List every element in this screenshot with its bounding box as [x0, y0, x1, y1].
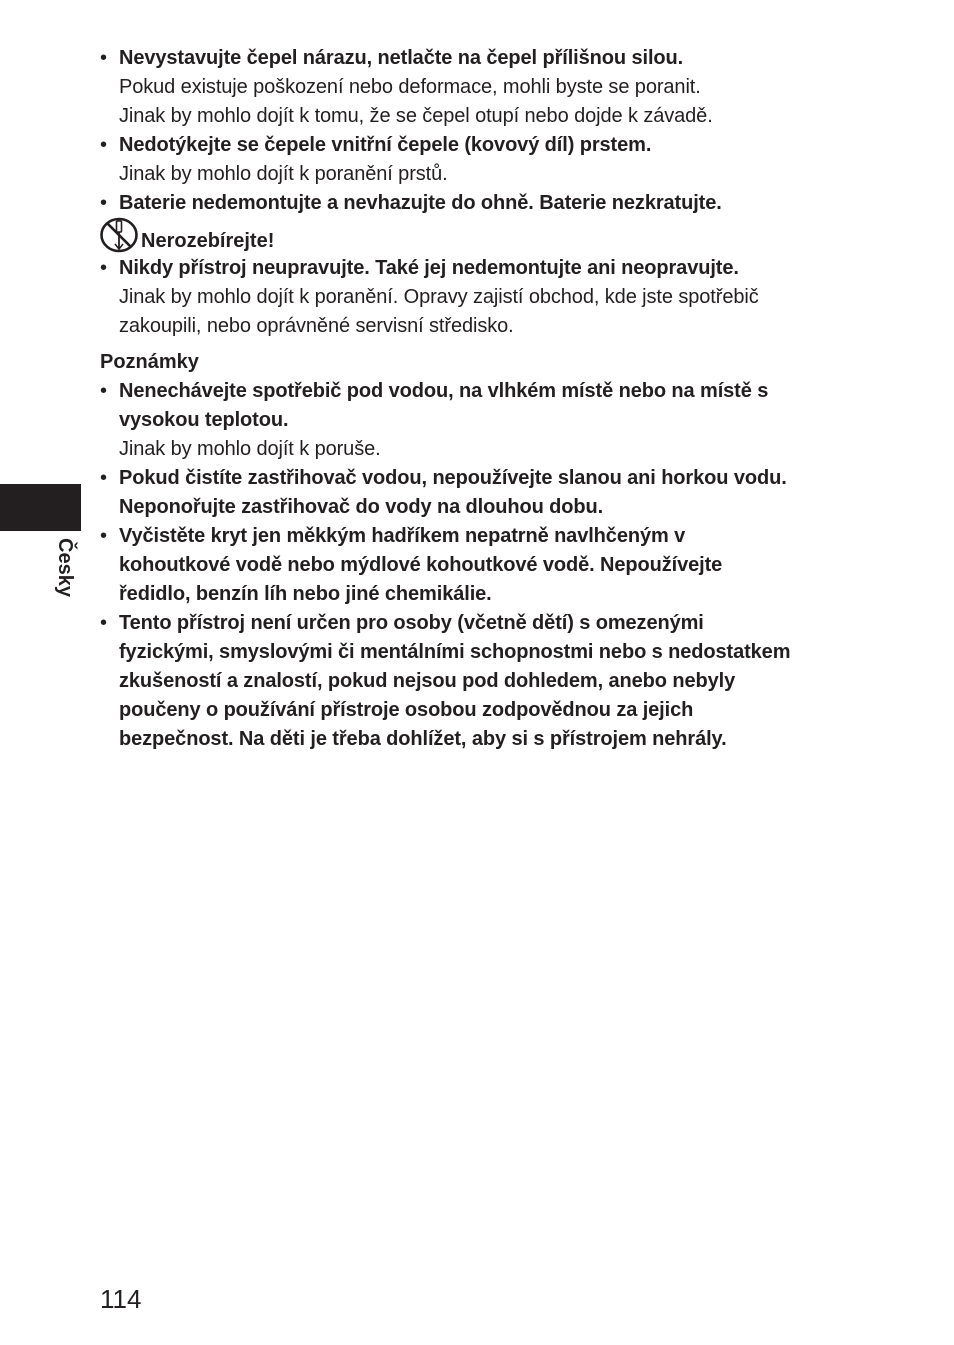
language-tab-marker — [0, 484, 81, 531]
prohibition-label: Nerozebírejte! — [141, 230, 275, 252]
note-heading: poučeny o používání přístroje osobou zodpovědnou za jejich — [119, 699, 694, 721]
warning-text: Jinak by mohlo dojít k tomu, že se čepel otupí nebo dojde k závadě. — [119, 105, 713, 127]
note-item-water-humidity — [100, 377, 870, 464]
warning-item-inner-blade — [100, 131, 870, 189]
prohibition-notice — [100, 220, 870, 254]
warning-item-blade-impact — [100, 44, 870, 131]
bullet-mark: • — [100, 257, 108, 279]
warning-heading: Baterie nedemontujte a nevhazujte do ohně. Baterie nezkratujte. — [119, 192, 722, 214]
note-heading: Vyčistěte kryt jen měkkým hadříkem nepatrně navlhčeným v — [119, 525, 686, 547]
warning-heading: Nevystavujte čepel nárazu, netlačte na čepel přílišnou silou. — [119, 47, 684, 69]
warning-heading: Nikdy přístroj neupravujte. Také jej nedemontujte ani neopravujte. — [119, 257, 739, 279]
note-heading: bezpečnost. Na děti je třeba dohlížet, aby si s přístrojem nehrály. — [119, 728, 727, 750]
bullet-mark: • — [100, 134, 108, 156]
note-heading: Neponořujte zastřihovač do vody na dlouhou dobu. — [119, 496, 604, 518]
note-heading: zkušeností a znalostí, pokud nejsou pod dohledem, anebo nebyly — [119, 670, 736, 692]
bullet-mark: • — [100, 380, 108, 402]
note-item-cleaning-cover — [100, 522, 870, 609]
note-heading: ředidlo, benzín líh nebo jiné chemikálie. — [119, 583, 492, 605]
note-heading: fyzickými, smyslovými či mentálními schopnostmi nebo s nedostatkem — [119, 641, 791, 663]
bullet-mark: • — [100, 192, 108, 214]
warning-text: Jinak by mohlo dojít k poranění. Opravy zajistí obchod, kde jste spotřebič — [119, 286, 759, 308]
no-disassembly-icon — [100, 217, 142, 255]
note-heading: vysokou teplotou. — [119, 409, 289, 431]
bullet-mark: • — [100, 525, 108, 547]
language-tab-label: Česky — [54, 538, 76, 597]
bullet-mark: • — [100, 467, 108, 489]
warning-item-battery — [100, 189, 870, 218]
warning-text: zakoupili, nebo oprávněné servisní středisko. — [119, 315, 514, 337]
note-heading: kohoutkové vodě nebo mýdlové kohoutkové vodě. Nepoužívejte — [119, 554, 723, 576]
note-heading: Nenechávejte spotřebič pod vodou, na vlhkém místě nebo na místě s — [119, 380, 769, 402]
instructions-content — [100, 44, 870, 754]
notes-heading: Poznámky — [100, 351, 199, 373]
note-heading: Pokud čistíte zastřihovač vodou, nepoužívejte slanou ani horkou vodu. — [119, 467, 787, 489]
note-item-cleaning-water — [100, 464, 870, 522]
note-text: Jinak by mohlo dojít k poruše. — [119, 438, 381, 460]
warning-heading: Nedotýkejte se čepele vnitřní čepele (kovový díl) prstem. — [119, 134, 652, 156]
bullet-mark: • — [100, 612, 108, 634]
page-number: 114 — [100, 1284, 142, 1314]
warning-item-modification — [100, 254, 870, 341]
bullet-mark: • — [100, 47, 108, 69]
warning-text: Pokud existuje poškození nebo deformace, mohli byste se poranit. — [119, 76, 701, 98]
warning-text: Jinak by mohlo dojít k poranění prstů. — [119, 163, 448, 185]
note-item-user-restrictions — [100, 609, 870, 754]
note-heading: Tento přístroj není určen pro osoby (včetně dětí) s omezenými — [119, 612, 704, 634]
